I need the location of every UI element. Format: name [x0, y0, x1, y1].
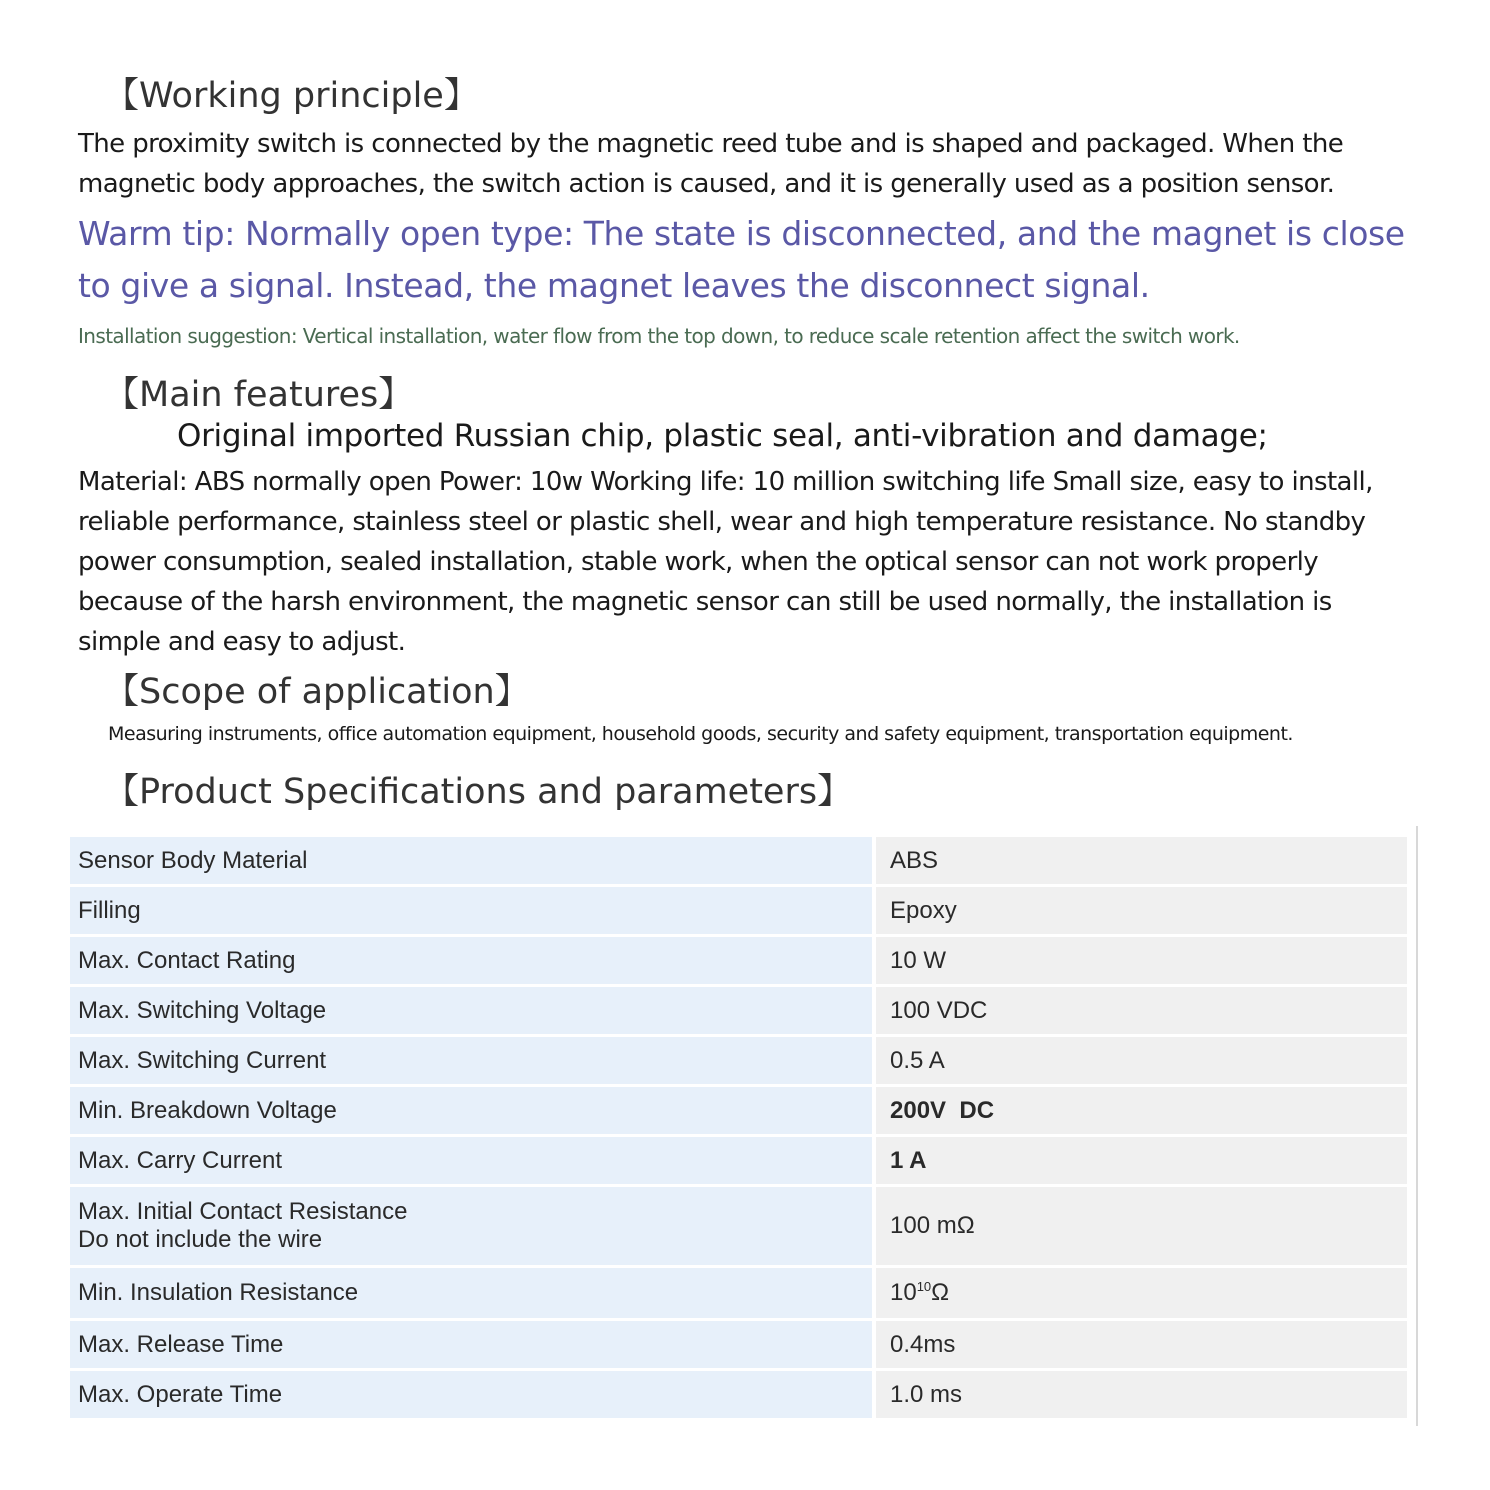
heading-scope: 【Scope of application】 — [104, 672, 530, 712]
spec-value-unit: Ω — [931, 1279, 950, 1306]
heading-specs: 【Product Specifications and parameters】 — [104, 772, 853, 812]
table-row — [70, 987, 1407, 1034]
table-row — [70, 1187, 1407, 1265]
spec-label: Max. Switching Current — [70, 1037, 872, 1084]
spec-value: 100 mΩ — [872, 1187, 1407, 1265]
spec-value-exponent: 10 — [916, 1279, 932, 1294]
spec-value: 0.5 A — [872, 1037, 1407, 1084]
spec-value: 1 A — [872, 1137, 1407, 1184]
spec-value: 10 W — [872, 937, 1407, 984]
spec-value: ABS — [872, 837, 1407, 884]
table-row — [70, 1087, 1407, 1134]
table-row — [70, 937, 1407, 984]
spec-value — [872, 1268, 1407, 1318]
spec-value: 0.4ms — [872, 1321, 1407, 1368]
spec-value: 200V DC — [872, 1087, 1407, 1134]
spec-value-base: 10 — [890, 1279, 917, 1306]
spec-label: Min. Insulation Resistance — [70, 1268, 872, 1318]
heading-main-features: 【Main features】 — [104, 375, 414, 415]
spec-value: 1.0 ms — [872, 1371, 1407, 1418]
heading-working-principle: 【Working principle】 — [104, 76, 479, 116]
spec-label: Max. Release Time — [70, 1321, 872, 1368]
installation-suggestion: Installation suggestion: Vertical installation, water flow from the top down, to reduce scale retention affect the switch work. — [78, 324, 1240, 348]
warm-tip-text: Warm tip: Normally open type: The state is disconnected, and the magnet is close to give a signal. Instead, the magnet leaves the disconnect signal. — [78, 214, 1405, 305]
spec-label: Max. Carry Current — [70, 1137, 872, 1184]
table-row — [70, 1037, 1407, 1084]
spec-label: Filling — [70, 887, 872, 934]
scope-text: Measuring instruments, office automation equipment, household goods, security and safety equipment, transportation equipment. — [108, 723, 1293, 745]
table-row — [70, 1371, 1407, 1418]
table-row — [70, 1268, 1407, 1318]
table-right-border — [1416, 826, 1418, 1426]
spec-label-note: Do not include the wire — [78, 1226, 323, 1253]
spec-label: Sensor Body Material — [70, 837, 872, 884]
spec-label: Max. Operate Time — [70, 1371, 872, 1418]
spec-value: 100 VDC — [872, 987, 1407, 1034]
spec-label-line: Max. Initial Contact Resistance — [78, 1198, 408, 1225]
spec-label: Max. Switching Voltage — [70, 987, 872, 1034]
spec-label — [70, 1187, 872, 1265]
table-row — [70, 1137, 1407, 1184]
spec-table — [70, 834, 1407, 1421]
table-row — [70, 837, 1407, 884]
features-highlight: Original imported Russian chip, plastic seal, anti-vibration and damage; — [177, 418, 1268, 454]
spec-label: Min. Breakdown Voltage — [70, 1087, 872, 1134]
table-row — [70, 887, 1407, 934]
table-row — [70, 1321, 1407, 1368]
spec-value: Epoxy — [872, 887, 1407, 934]
spec-label: Max. Contact Rating — [70, 937, 872, 984]
features-text: Material: ABS normally open Power: 10w Working life: 10 million switching life Small size, easy to install, reliable performance, stainless steel or plastic shell, wear and high temperature resistance. No standby power consumption, sealed installation, stable work, when the optical sensor can not work properly because of the harsh environment, the magnetic sensor can still be used normally, the installation is simple and easy to adjust. — [78, 467, 1373, 657]
working-principle-text: The proximity switch is connected by the magnetic reed tube and is shaped and packaged. When the magnetic body approaches, the switch action is caused, and it is generally used as a position sensor. — [78, 129, 1344, 199]
